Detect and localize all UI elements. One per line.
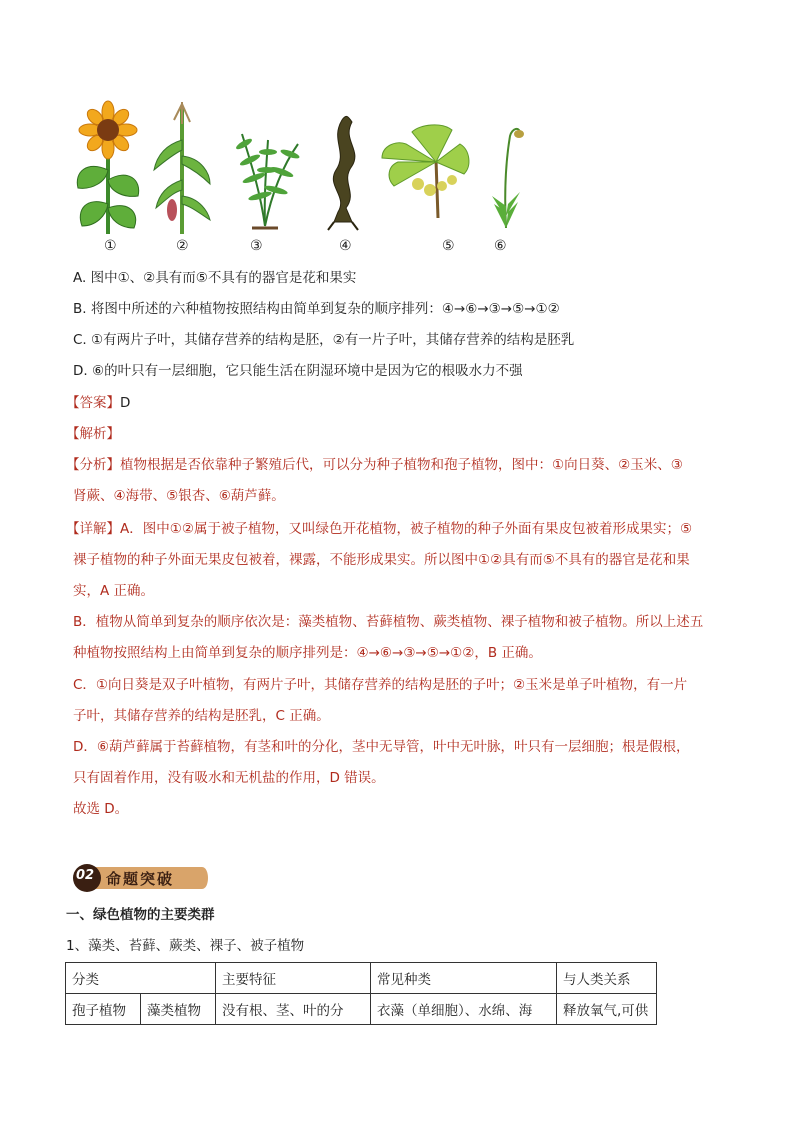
section-badge [72,861,212,893]
heading-1: 一、绿色植物的主要类群 [66,907,215,923]
xiangjie-tag: 【详解】 [66,521,120,537]
xiangjie-text-a2: 裸子植物的种子外面无果皮包被着，裸露，不能形成果实。所以图中①②具有而⑤不具有的器官是花和果 [73,552,690,568]
figure-label-4: ④ [339,238,352,254]
xiangjie-text-c1: C．①向日葵是双子叶植物，有两片子叶，其储存营养的结构是胚的子叶；②玉米是单子叶植物，有一片 [73,677,688,693]
xiangjie-text-a3: 实，A 正确。 [73,583,155,599]
figure-label-1: ① [104,238,117,254]
xiangjie-text-a1: A．图中①②属于被子植物，又叫绿色开花植物，被子植物的种子外面有果皮包被着形成果实；⑤ [120,521,693,537]
table-header: 与人类关系 [557,963,657,994]
figure-label-2: ② [176,238,189,254]
section-badge-number: 02 [76,868,95,883]
table-cell: 衣藻（单细胞）、水绵、海 [371,994,557,1025]
fern-image [220,100,310,235]
answer-line [66,393,130,413]
table-header: 分类 [66,963,216,994]
fenxi-line-1 [66,455,683,475]
xiangjie-line-1 [66,519,692,539]
corn-image [152,100,212,235]
figure-label-3: ③ [250,238,263,254]
fenxi-line-2: 肾蕨、④海带、⑤银杏、⑥葫芦藓。 [73,488,285,504]
option-a: A. 图中①、②具有而⑤不具有的器官是花和果实 [73,270,357,286]
xiangjie-text-b1: B．植物从简单到复杂的顺序依次是：藻类植物、苔藓植物、蕨类植物、裸子植物和被子植物。所以上述五 [73,614,704,630]
table-header: 常见种类 [371,963,557,994]
analysis-tag: 【解析】 [66,426,120,442]
conclusion: 故选 D。 [73,801,129,817]
xiangjie-text-c2: 子叶，其储存营养的结构是胚乳，C 正确。 [73,708,330,724]
fenxi-tag: 【分析】 [66,457,120,473]
answer-value: D [120,395,131,411]
figure-label-6: ⑥ [494,238,507,254]
plant-classification-table [65,962,657,1025]
table-cell: 孢子植物 [66,994,141,1025]
figure-label-5: ⑤ [442,238,455,254]
option-c: C. ①有两片子叶，其储存营养的结构是胚，②有一片子叶，其储存营养的结构是胚乳 [73,332,575,348]
table-cell: 没有根、茎、叶的分 [216,994,371,1025]
option-b: B. 将图中所述的六种植物按照结构由简单到复杂的顺序排列：④→⑥→③→⑤→①② [73,301,560,317]
moss-image [486,100,526,235]
sunflower-image [72,100,144,235]
heading-2: 1、藻类、苔藓、蕨类、裸子、被子植物 [66,938,305,954]
ginkgo-image [376,100,476,235]
option-d: D. ⑥的叶只有一层细胞，它只能生活在阴湿环境中是因为它的根吸水力不强 [73,363,523,379]
xiangjie-text-d2: 只有固着作用，没有吸水和无机盐的作用，D 错误。 [73,770,385,786]
table-row [66,994,657,1025]
section-badge-title: 命题突破 [106,870,175,888]
xiangjie-text-d1: D．⑥葫芦藓属于苔藓植物，有茎和叶的分化，茎中无导管，叶中无叶脉，叶只有一层细胞；根是假根， [73,739,690,755]
xiangjie-text-b2: 种植物按照结构上由简单到复杂的顺序排列是：④→⑥→③→⑤→①②，B 正确。 [73,645,542,661]
table-header-row [66,963,657,994]
table-header: 主要特征 [216,963,371,994]
answer-tag: 【答案】 [66,395,120,411]
table-cell: 藻类植物 [141,994,216,1025]
kelp-image [318,100,368,235]
fenxi-text-1: 植物根据是否依靠种子繁殖后代，可以分为种子植物和孢子植物，图中：①向日葵、②玉米、③ [120,457,683,473]
table-cell: 释放氧气,可供 [557,994,657,1025]
